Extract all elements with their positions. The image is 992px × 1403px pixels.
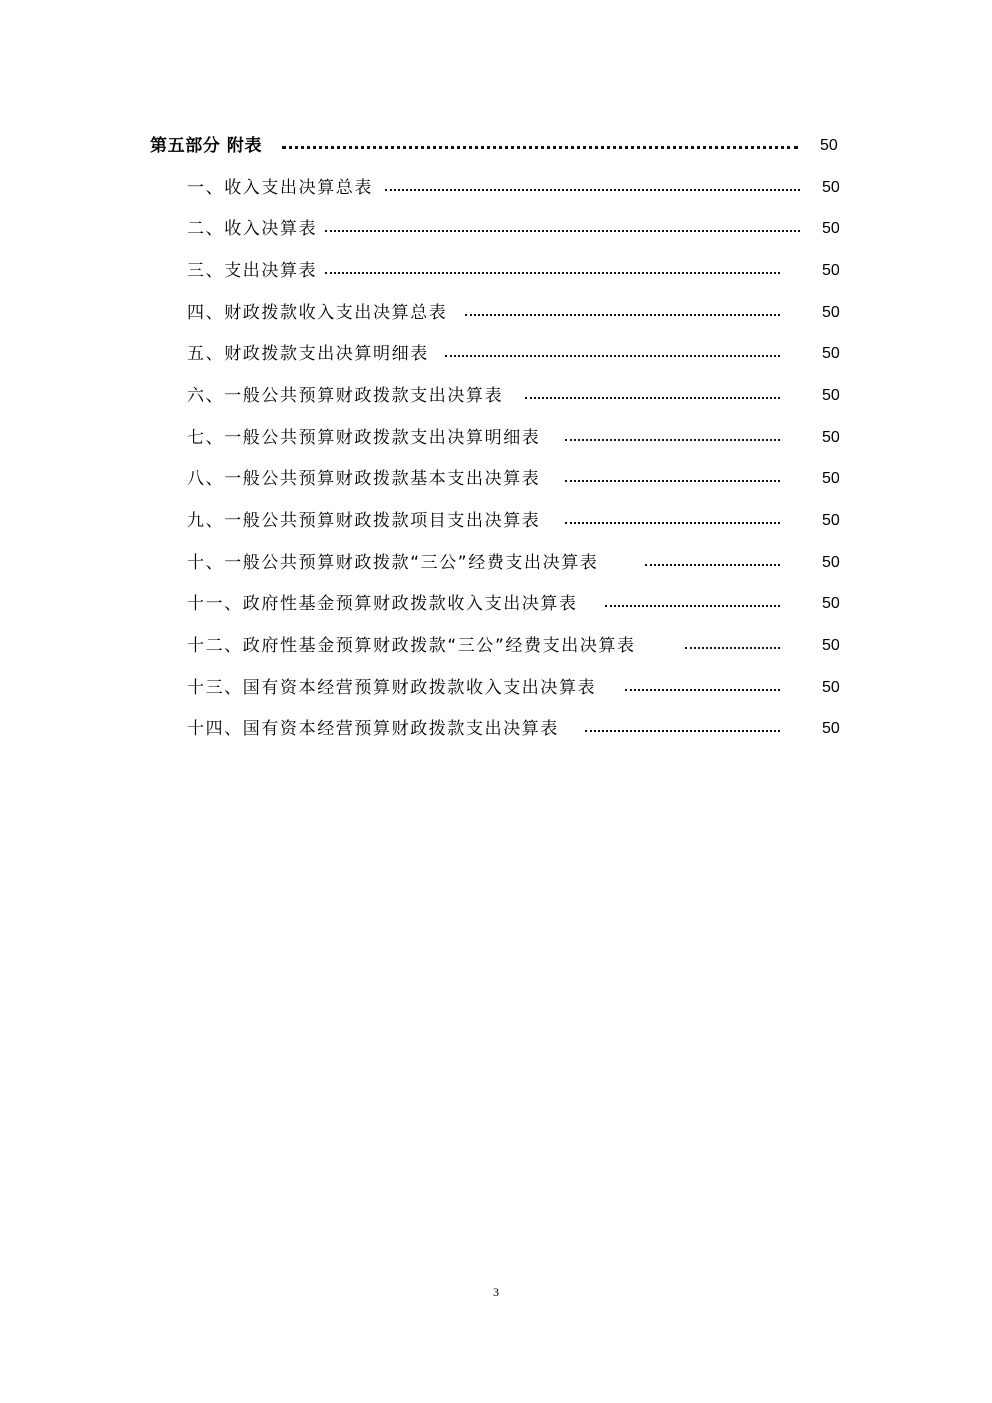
toc-leader-dots: [625, 689, 780, 691]
toc-entry-title: 六、一般公共预算财政拨款支出决算表: [187, 386, 504, 406]
toc-entry[interactable]: [0, 591, 992, 617]
toc-entry-page: 50: [822, 554, 840, 571]
page-number: 3: [493, 1285, 499, 1299]
toc-entry-title: 十四、国有资本经营预算财政拨款支出决算表: [187, 719, 559, 739]
toc-heading-row[interactable]: [0, 133, 992, 159]
toc-entry-page: 50: [822, 429, 840, 446]
toc-entry-title: 五、财政拨款支出决算明细表: [187, 344, 429, 364]
toc-leader-dots: [645, 564, 780, 566]
toc-leader-dots: [465, 314, 780, 316]
toc-leader-dots: [565, 522, 780, 524]
toc-entry-page: 50: [822, 387, 840, 404]
toc-entry[interactable]: [0, 341, 992, 367]
toc-entry[interactable]: [0, 675, 992, 701]
toc-entry[interactable]: [0, 175, 992, 201]
toc-leader-dots: [685, 647, 780, 649]
toc-entry-title: 九、一般公共预算财政拨款项目支出决算表: [187, 511, 541, 531]
toc-entry-title: 十二、政府性基金预算财政拨款“三公”经费支出决算表: [187, 636, 636, 656]
toc-entry[interactable]: [0, 300, 992, 326]
toc-entry[interactable]: [0, 466, 992, 492]
toc-leader-dots: [565, 439, 780, 441]
toc-leader-dots: [605, 605, 780, 607]
toc-entry-title: 八、一般公共预算财政拨款基本支出决算表: [187, 469, 541, 489]
toc-entry[interactable]: [0, 258, 992, 284]
toc-entry[interactable]: [0, 383, 992, 409]
toc-entry[interactable]: [0, 216, 992, 242]
toc-leader-dots: [565, 480, 780, 482]
toc-heading-page: 50: [820, 137, 838, 154]
toc-entry-title: 十、一般公共预算财政拨款“三公”经费支出决算表: [187, 553, 599, 573]
toc-entry-page: 50: [822, 179, 840, 196]
toc-entry-page: 50: [822, 470, 840, 487]
toc-heading-title: 第五部分 附表: [150, 136, 263, 156]
toc-leader-dots: [585, 730, 780, 732]
toc-entry-title: 十三、国有资本经营预算财政拨款收入支出决算表: [187, 678, 597, 698]
toc-entry-page: 50: [822, 595, 840, 612]
toc-leader-dots: [445, 355, 780, 357]
toc-entry-title: 十一、政府性基金预算财政拨款收入支出决算表: [187, 594, 578, 614]
toc-entry-title: 二、收入决算表: [187, 219, 318, 239]
toc-entry[interactable]: [0, 550, 992, 576]
toc-entry[interactable]: [0, 508, 992, 534]
toc-entry-page: 50: [822, 220, 840, 237]
toc-leader-dots: [282, 146, 798, 149]
toc-leader-dots: [325, 230, 800, 232]
toc-entry[interactable]: [0, 633, 992, 659]
toc-entry-title: 一、收入支出决算总表: [187, 178, 373, 198]
toc-entry-page: 50: [822, 720, 840, 737]
toc-entry-page: 50: [822, 512, 840, 529]
toc-entry-page: 50: [822, 637, 840, 654]
toc-entry[interactable]: [0, 716, 992, 742]
toc-leader-dots: [525, 397, 780, 399]
toc-entry-page: 50: [822, 262, 840, 279]
toc-entry-page: 50: [822, 679, 840, 696]
toc-entry-title: 四、财政拨款收入支出决算总表: [187, 303, 448, 323]
toc-leader-dots: [325, 272, 780, 274]
toc-entry-page: 50: [822, 345, 840, 362]
toc-entry[interactable]: [0, 425, 992, 451]
toc-leader-dots: [385, 189, 800, 191]
toc-entry-page: 50: [822, 304, 840, 321]
toc-entry-title: 三、支出决算表: [187, 261, 318, 281]
toc-entry-title: 七、一般公共预算财政拨款支出决算明细表: [187, 428, 541, 448]
